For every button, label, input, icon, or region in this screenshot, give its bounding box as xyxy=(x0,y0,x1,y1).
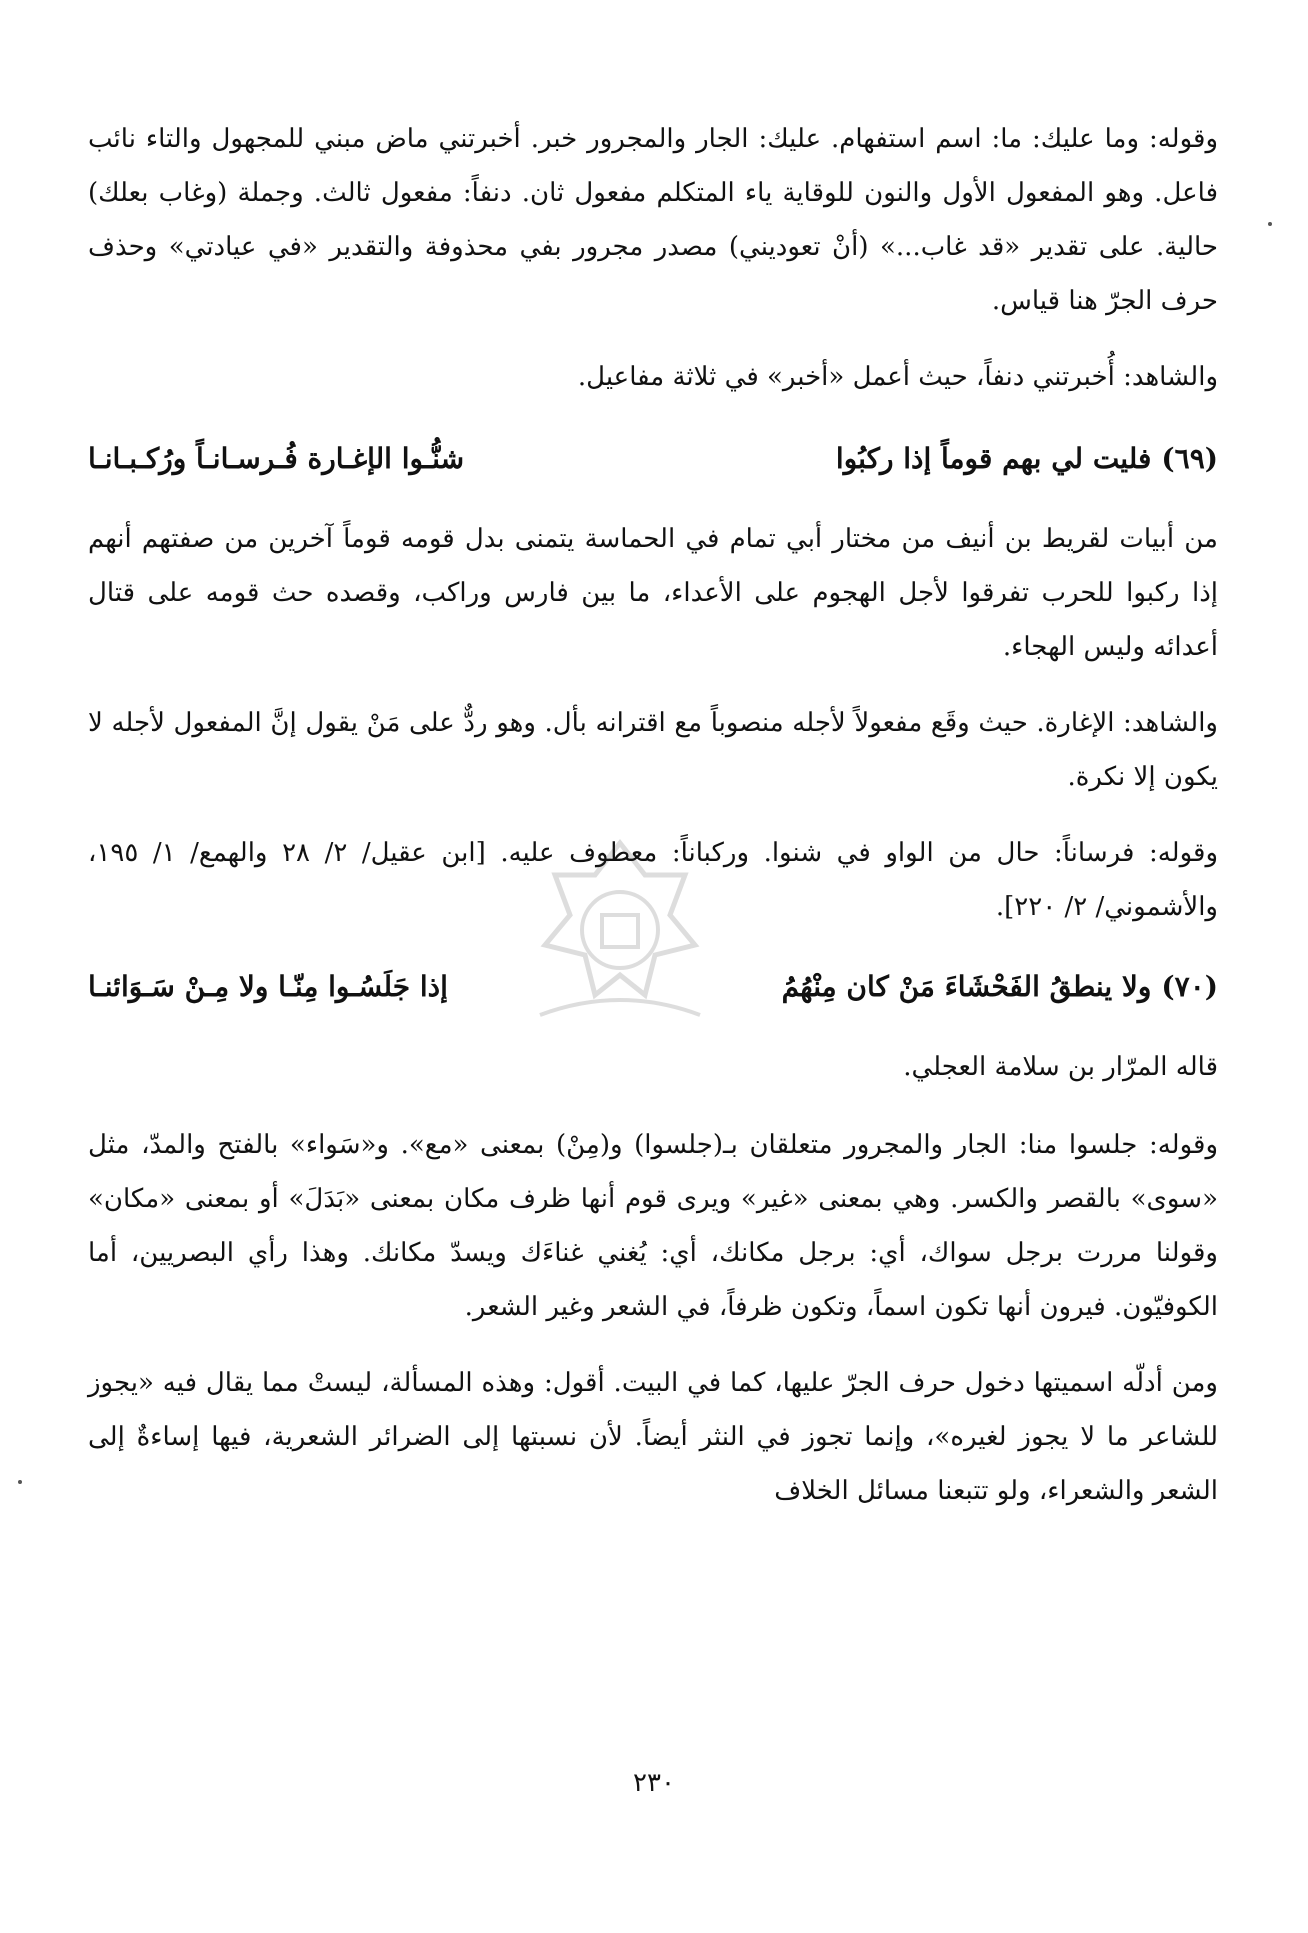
verse-70-first-hemistich: ولا ينطقُ الفَحْشَاءَ مَنْ كان مِنْهُمُ xyxy=(781,970,1152,1003)
page-body xyxy=(88,112,1218,1540)
verse-70-first-hemistich-wrap xyxy=(782,956,1218,1018)
verse-69-first-hemistich-wrap xyxy=(836,428,1218,490)
paragraph-analysis-68: وقوله: وما عليك: ما: اسم استفهام. عليك: الجار والمجرور خبر. أخبرتني ماض مبني للمجهول والتاء نائب فاعل. وهو المفعول الأول والنون للوقاية ياء المتكلم مفعول ثان. دنفاً: مفعول ثالث. وجملة (وغاب بعلك) حالية. على تقدير «قد غاب...» (أنْ تعوديني) مصدر مجرور بفي محذوفة والتقدير «في عيادتي» وحذف حرف الجرّ هنا قياس. xyxy=(88,124,1218,316)
paragraph-source-69: من أبيات لقريط بن أنيف من مختار أبي تمام في الحماسة يتمنى بدل قومه قوماً آخرين من صفتهم أنهم إذا ركبوا للحرب تفرقوا لأجل الهجوم على الأعداء، ما بين فارس وراكب، وقصده حث قومه على قتال أعدائه وليس الهجاء. xyxy=(88,524,1218,662)
margin-dot-left xyxy=(18,1480,22,1484)
paragraph-evidence-68: والشاهد: أُخبرتني دنفاً، حيث أعمل «أخبر» في ثلاثة مفاعيل. xyxy=(577,362,1218,392)
verse-69-number: (٦٩) xyxy=(1161,442,1218,475)
verse-70-second-hemistich: إذا جَلَسُـوا مِنّـا ولا مِـنْ سَـوَائنـا xyxy=(88,970,448,1003)
paragraph-evidence-69: والشاهد: الإغارة. حيث وقَع مفعولاً لأجله منصوباً مع اقترانه بأل. وهو ردٌّ على مَنْ يقول إنَّ المفعول لأجله لا يكون إلا نكرة. xyxy=(88,708,1218,792)
paragraph-attribution-70: قاله المرّار بن سلامة العجلي. xyxy=(903,1052,1218,1082)
library-seal-watermark xyxy=(520,835,720,1035)
paragraph-analysis-70: وقوله: جلسوا منا: الجار والمجرور متعلقان بـ(جلسوا) و(مِنْ) بمعنى «مع». و«سَواء» بالفتح والمدّ، مثل «سوى» بالقصر والكسر. وهي بمعنى «غير» ويرى قوم أنها ظرف مكان بمعنى «بَدَلَ» أو بمعنى «مكان» وقولنا مررت برجل سواك، أي: برجل مكانك، أي: يُغني غناءَك ويسدّ مكانك. وهذا رأي البصريين، أما الكوفيّون. فيرون أنها تكون اسماً، وتكون ظرفاً، في الشعر وغير الشعر. xyxy=(88,1130,1218,1322)
verse-69-second-hemistich: شنُّـوا الإغـارة فُـرسـانـاً ورُكـبـانـا xyxy=(88,442,465,475)
margin-dot-right xyxy=(1268,222,1272,226)
verse-69 xyxy=(88,428,1218,490)
paragraph-discussion-70: ومن أدلّه اسميتها دخول حرف الجرّ عليها، كما في البيت. أقول: وهذه المسألة، ليستْ مما يقال فيه «يجوز للشاعر ما لا يجوز لغيره»، وإنما تجوز في النثر أيضاً. لأن نسبتها إلى الضرائر الشعرية، فيها إساءةٌ إلى الشعر والشعراء، ولو تتبعنا مسائل الخلاف xyxy=(88,1368,1218,1506)
page-number: ٢٣٠ xyxy=(633,1768,675,1798)
verse-69-first-hemistich: فليت لي بهم قوماً إذا ركبُوا xyxy=(835,442,1152,475)
paragraph-analysis-69: وقوله: فرساناً: حال من الواو في شنوا. وركباناً: معطوف عليه. [ابن عقيل/ ٢/ ٢٨ والهمع/ ١/ ١٩٥، والأشموني/ ٢/ ٢٢٠]. xyxy=(88,838,1219,922)
verse-70-number: (٧٠) xyxy=(1161,970,1218,1003)
